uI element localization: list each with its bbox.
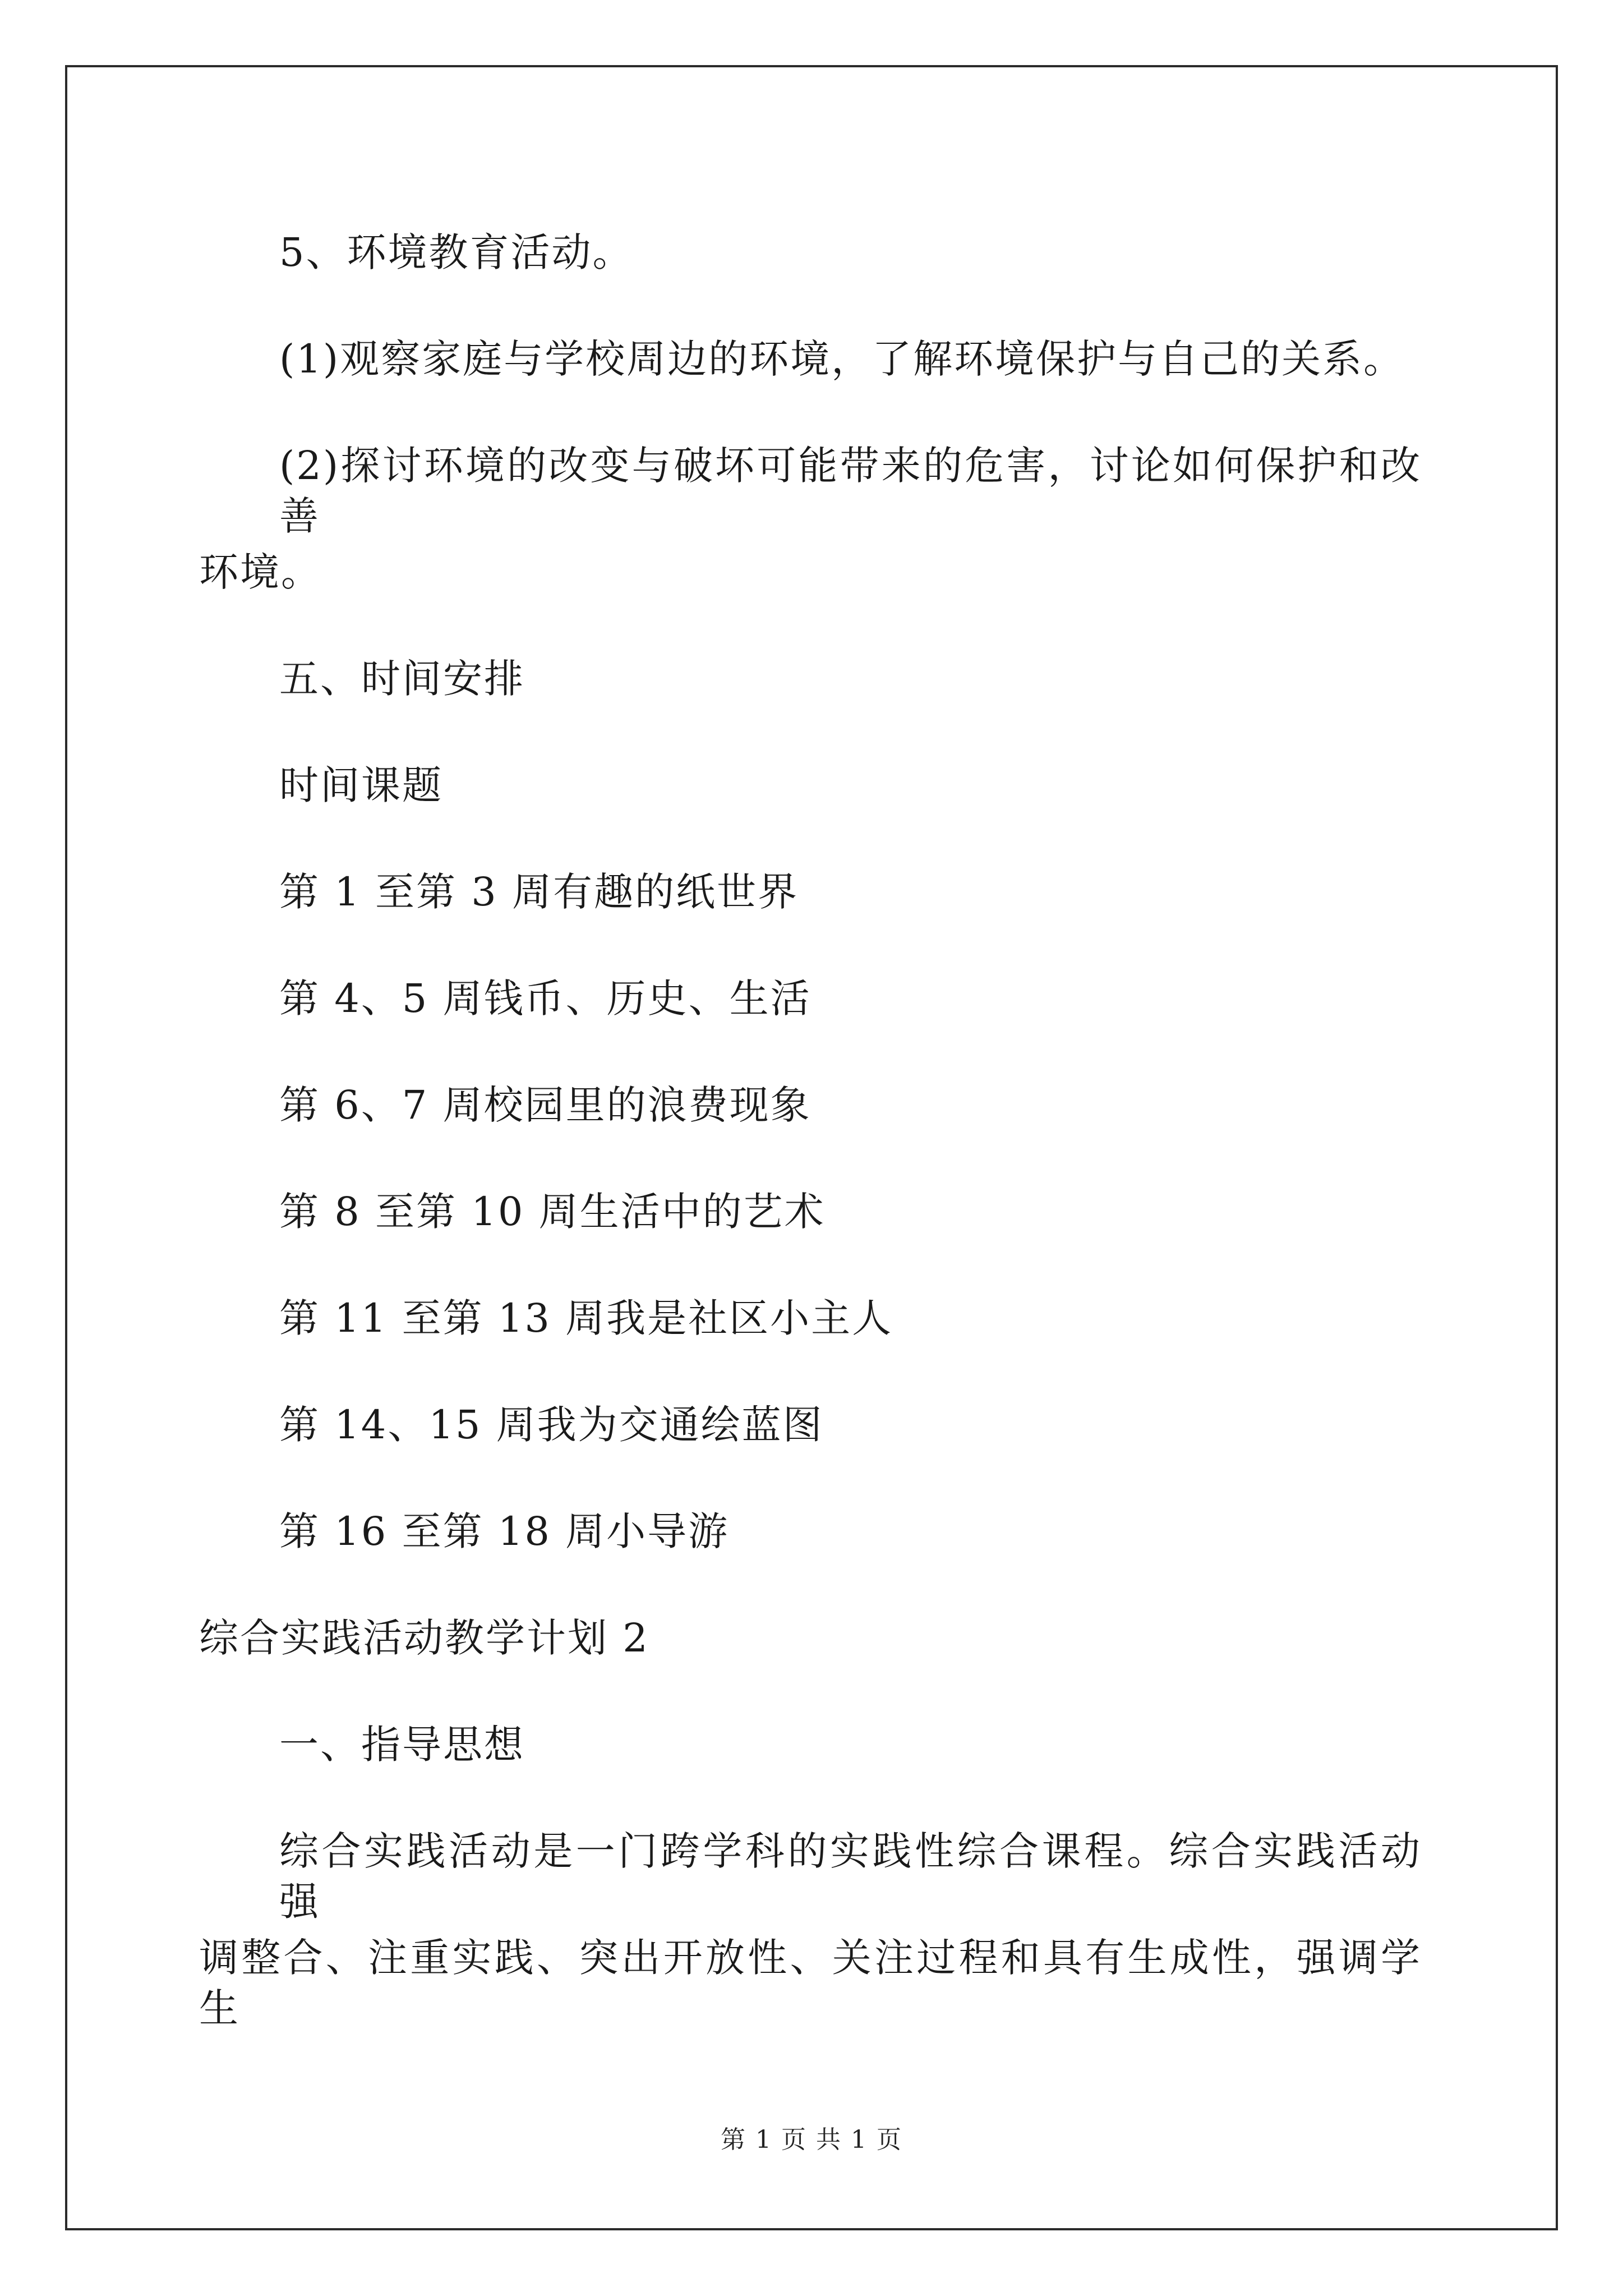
schedule-row: 第 6、7 周校园里的浪费现象 — [279, 1082, 811, 1128]
page-number: 第 1 页 共 1 页 — [721, 2125, 902, 2154]
section-heading: 五、时间安排 — [279, 656, 525, 702]
schedule-row: 第 11 至第 13 周我是社区小主人 — [279, 1295, 893, 1341]
paragraph-line: 环境。 — [199, 549, 322, 595]
paragraph-line: 综合实践活动是一门跨学科的实践性综合课程。综合实践活动强 — [279, 1828, 1422, 1925]
schedule-row: 第 8 至第 10 周生活中的艺术 — [279, 1189, 826, 1235]
schedule-row: 第 16 至第 18 周小导游 — [279, 1508, 730, 1554]
schedule-header: 时间课题 — [279, 762, 443, 808]
paragraph-line: 调整合、注重实践、突出开放性、关注过程和具有生成性，强调学生 — [199, 1935, 1422, 2031]
document-title: 综合实践活动教学计划 2 — [199, 1615, 649, 1661]
section-heading: 一、指导思想 — [279, 1722, 525, 1768]
schedule-row: 第 4、5 周钱币、历史、生活 — [279, 976, 811, 1022]
paragraph-line: (2)探讨环境的改变与破坏可能带来的危害，讨论如何保护和改善 — [279, 443, 1422, 539]
paragraph-line: (1)观察家庭与学校周边的环境，了解环境保护与自己的关系。 — [279, 336, 1405, 382]
schedule-row: 第 1 至第 3 周有趣的纸世界 — [279, 869, 799, 915]
paragraph-line: 5、环境教育活动。 — [279, 229, 634, 275]
schedule-row: 第 14、15 周我为交通绘蓝图 — [279, 1402, 824, 1448]
